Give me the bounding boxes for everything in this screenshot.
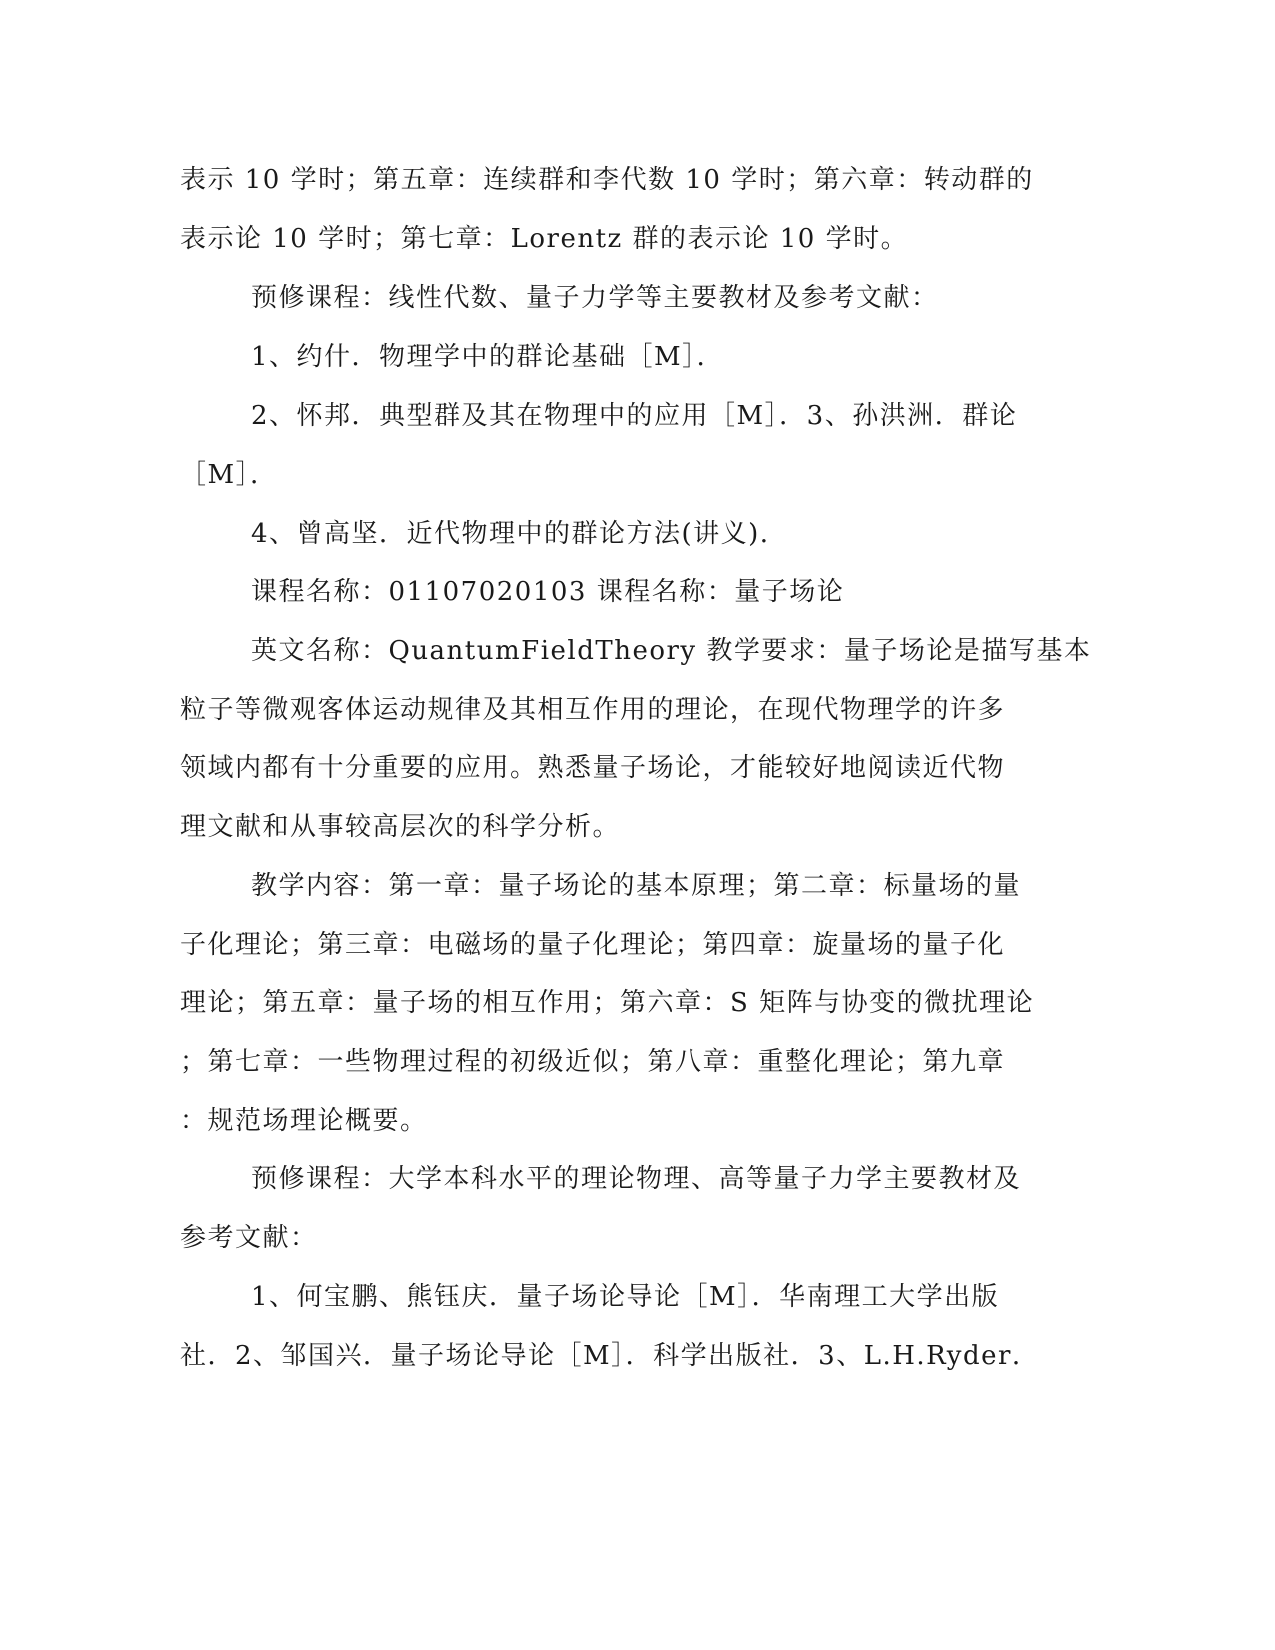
text-line: 领域内都有十分重要的应用。熟悉量子场论，才能较好地阅读近代物 — [180, 753, 1006, 783]
text-line: ：规范场理论概要。 — [180, 1106, 428, 1136]
reference-item: 1、约什．物理学中的群论基础［M］． — [251, 342, 725, 372]
text-line: 理文献和从事较高层次的科学分析。 — [180, 812, 621, 842]
paragraph-first-line: 教学内容：第一章：量子场论的基本原理；第二章：标量场的量 — [251, 871, 1022, 901]
text-line: 参考文献： — [180, 1223, 318, 1253]
paragraph-first-line: 预修课程：线性代数、量子力学等主要教材及参考文献： — [251, 283, 939, 313]
text-line: 社．2、邹国兴．量子场论导论［M］．科学出版社．3、L.H.Ryder． — [180, 1341, 1040, 1371]
text-line: 子化理论；第三章：电磁场的量子化理论；第四章：旋量场的量子化 — [180, 930, 1006, 960]
paragraph-first-line: 英文名称：QuantumFieldTheory 教学要求：量子场论是描写基本 — [251, 636, 1092, 666]
text-line: ；第七章：一些物理过程的初级近似；第八章：重整化理论；第九章 — [180, 1047, 1006, 1077]
text-line: 表示论 10 学时；第七章：Lorentz 群的表示论 10 学时。 — [180, 224, 909, 254]
course-name-line: 课程名称：01107020103 课程名称：量子场论 — [251, 577, 845, 607]
text-line: 表示 10 学时；第五章：连续群和李代数 10 学时；第六章：转动群的 — [180, 165, 1034, 195]
reference-item: 4、曾高坚．近代物理中的群论方法(讲义)． — [251, 519, 788, 549]
paragraph-first-line: 预修课程：大学本科水平的理论物理、高等量子力学主要教材及 — [251, 1164, 1022, 1194]
reference-item: 1、何宝鹏、熊钰庆．量子场论导论［M］．华南理工大学出版 — [251, 1282, 1000, 1312]
reference-item: 2、怀邦．典型群及其在物理中的应用［M］．3、孙洪洲．群论 — [251, 401, 1018, 431]
text-line: 理论；第五章：量子场的相互作用；第六章：S 矩阵与协变的微扰理论 — [180, 988, 1035, 1018]
text-line: ［M］． — [180, 460, 278, 490]
text-line: 粒子等微观客体运动规律及其相互作用的理论，在现代物理学的许多 — [180, 695, 1006, 725]
